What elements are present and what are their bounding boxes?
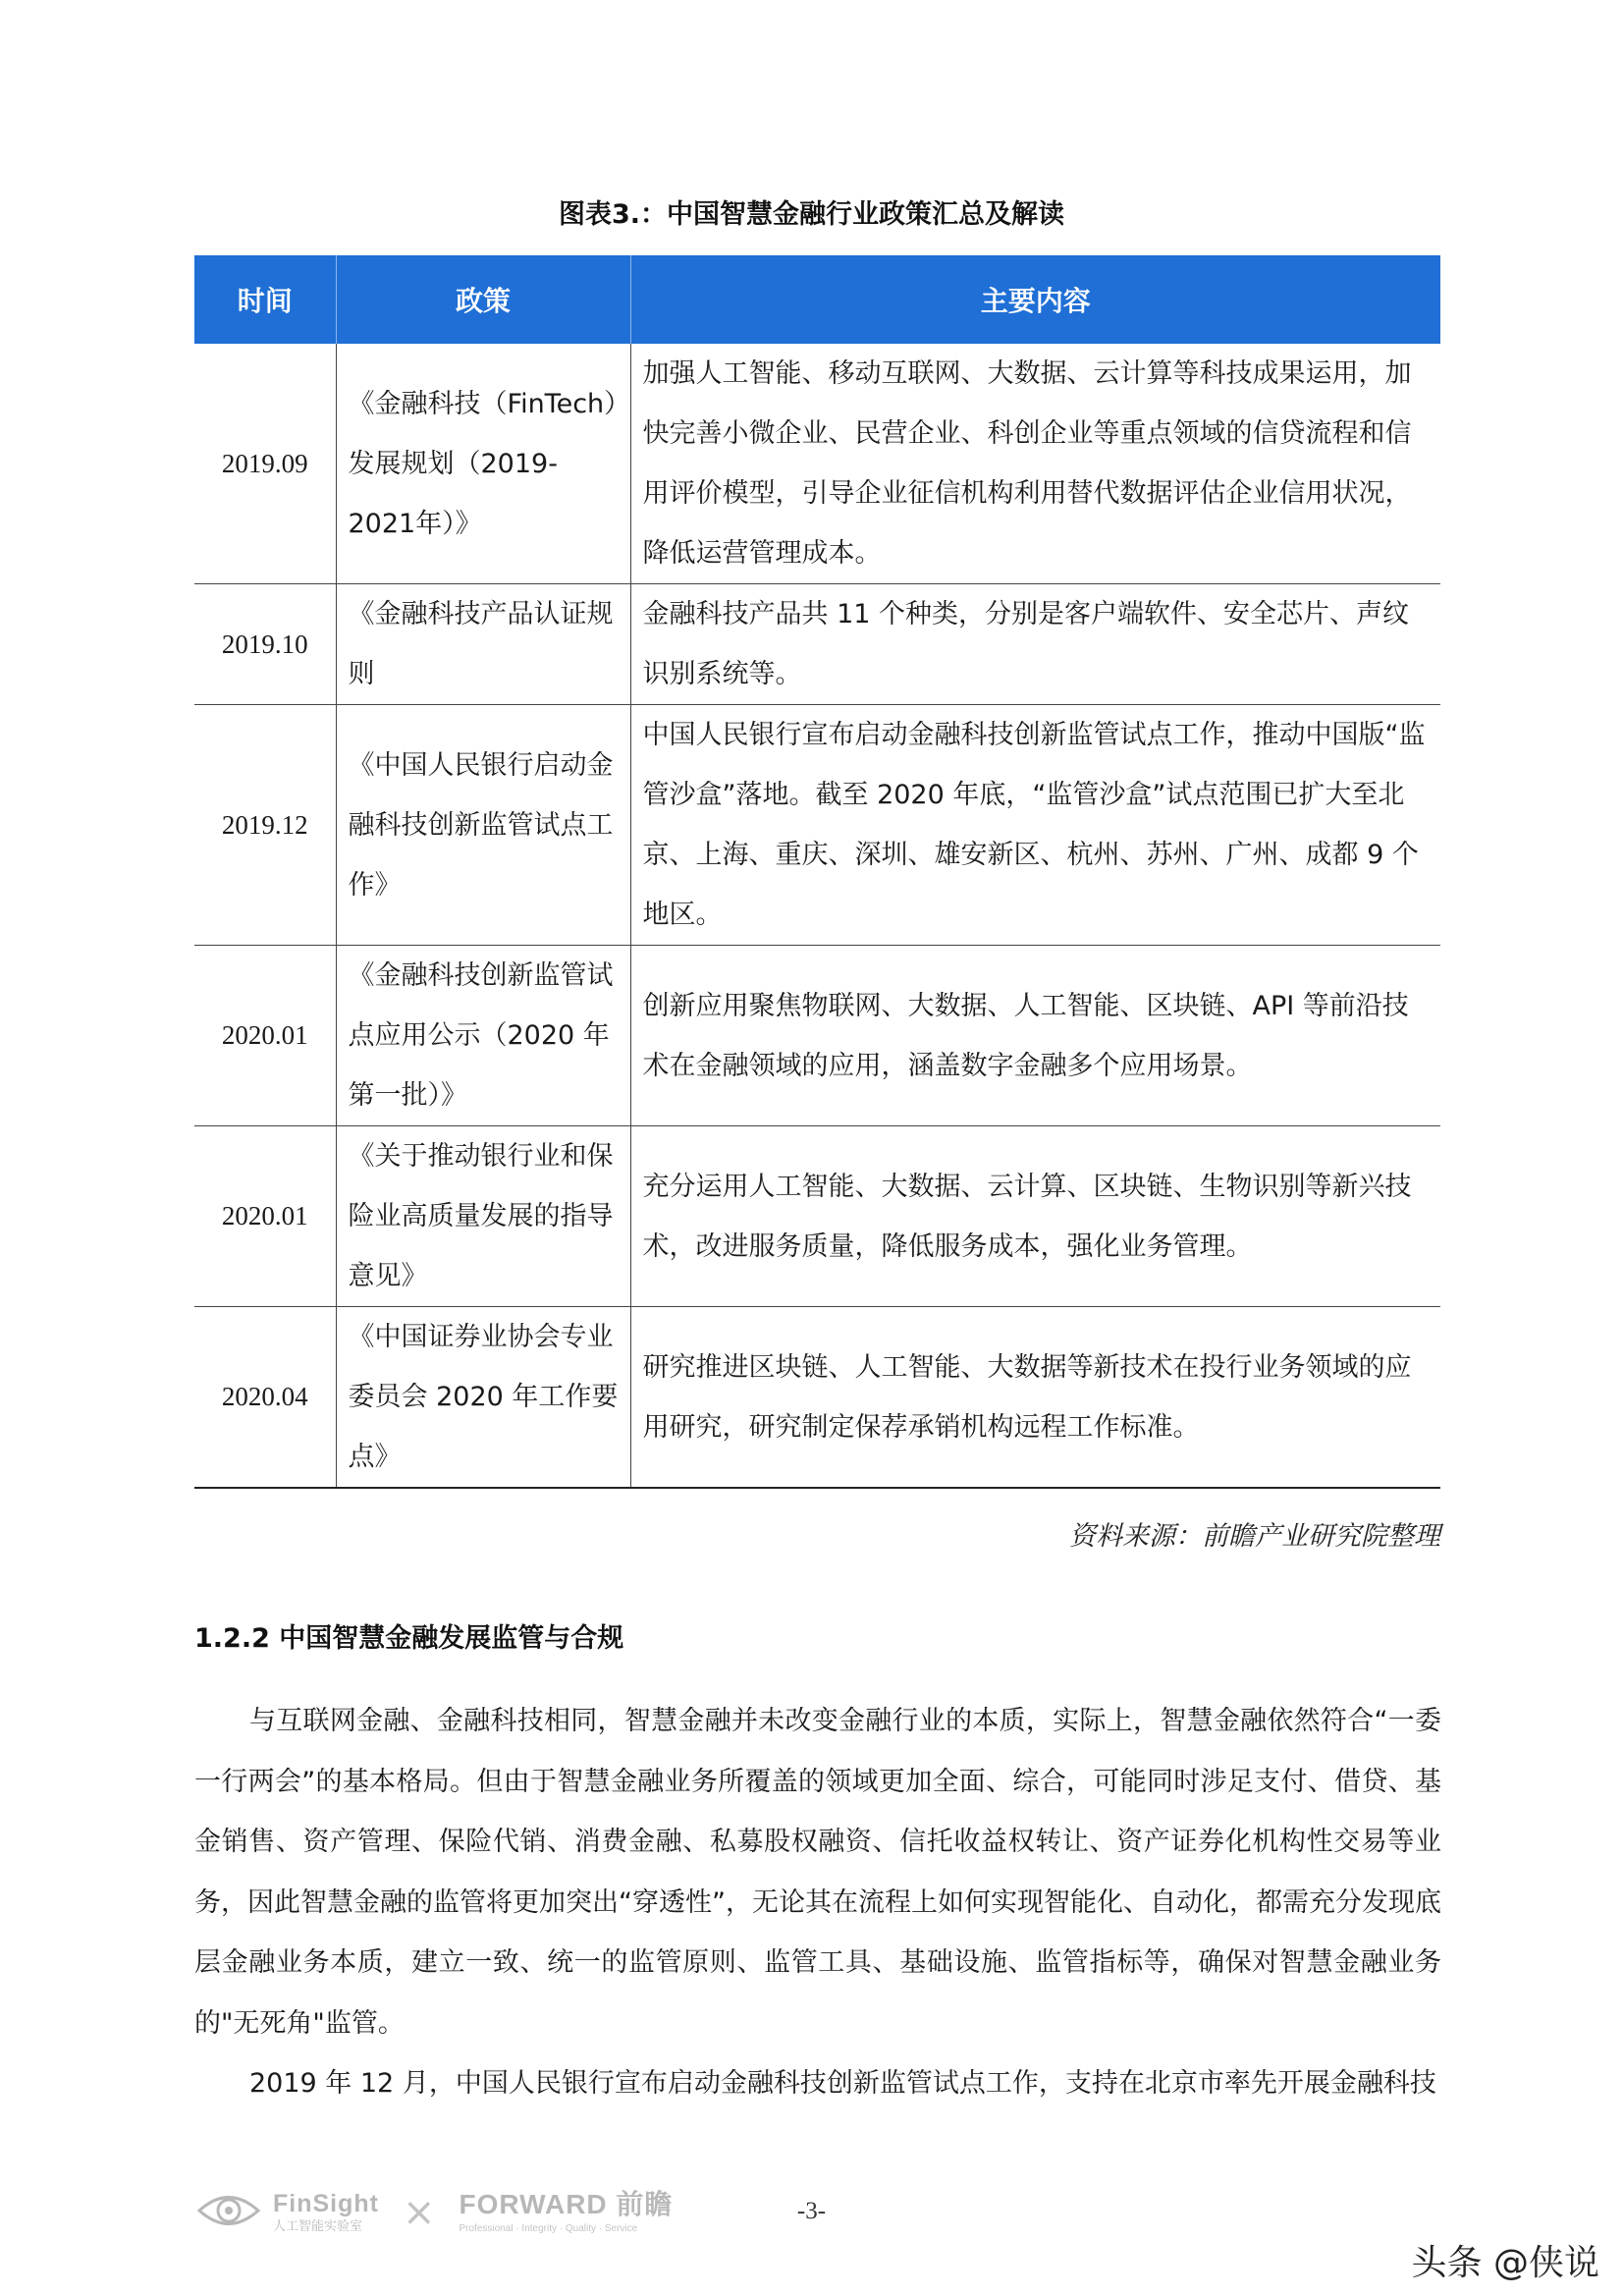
row-date: 2019.10 <box>194 584 336 705</box>
forward-name: FORWARD 前瞻 <box>459 2189 674 2219</box>
row-content: 充分运用人工智能、大数据、云计算、区块链、生物识别等新兴技术，改进服务质量，降低服务成本，强化业务管理。 <box>630 1126 1440 1307</box>
row-content: 创新应用聚焦物联网、大数据、人工智能、区块链、API 等前沿技术在金融领域的应用，涵盖数字金融多个应用场景。 <box>630 946 1440 1126</box>
body-paragraph: 2019 年 12 月，中国人民银行宣布启动金融科技创新监管试点工作，支持在北京市率先开展金融科技 <box>249 2068 1436 2099</box>
table-row <box>194 344 1440 584</box>
table-row <box>194 584 1440 705</box>
row-policy: 《金融科技（FinTech）发展规划（2019-2021年）》 <box>336 344 630 584</box>
finsight-subtitle: 人工智能实验室 <box>273 2219 363 2234</box>
policy-table <box>194 255 1440 1489</box>
section-heading: 1.2.2 中国智慧金融发展监管与合规 <box>194 1623 624 1654</box>
row-policy: 《关于推动银行业和保险业高质量发展的指导意见》 <box>336 1126 630 1307</box>
row-content: 金融科技产品共 11 个种类，分别是客户端软件、安全芯片、声纹识别系统等。 <box>630 584 1440 705</box>
figure-caption: 图表3.：中国智慧金融行业政策汇总及解读 <box>558 199 1065 230</box>
column-header-policy: 政策 <box>336 255 630 344</box>
column-header-date: 时间 <box>194 255 336 344</box>
row-date: 2019.12 <box>194 705 336 946</box>
page-number: -3- <box>796 2198 827 2224</box>
table-header <box>194 255 1440 344</box>
watermark: 头条 @侠说 <box>1411 2243 1599 2283</box>
row-policy: 《金融科技产品认证规则 <box>336 584 630 705</box>
row-content: 加强人工智能、移动互联网、大数据、云计算等科技成果运用，加快完善小微企业、民营企业、科创企业等重点领域的信贷流程和信用评价模型，引导企业征信机构利用替代数据评估企业信用状况，降低运营管理成本。 <box>630 344 1440 584</box>
row-content: 中国人民银行宣布启动金融科技创新监管试点工作，推动中国版“监管沙盒”落地。截至 2020 年底，“监管沙盒”试点范围已扩大至北京、上海、重庆、深圳、雄安新区、杭州、苏州、广州、成都 9 个地区。 <box>630 705 1440 946</box>
body-paragraph: 与互联网金融、金融科技相同，智慧金融并未改变金融行业的本质，实际上，智慧金融依然符合“一委一行两会”的基本格局。但由于智慧金融业务所覆盖的领域更加全面、综合，可能同时涉足支付、借贷、基金销售、资产管理、保险代销、消费金融、私募股权融资、信托收益权转让、资产证券化机构性交易等业务，因此智慧金融的监管将更加突出“穿透性”，无论其在流程上如何实现智能化、自动化，都需充分发现底层金融业务本质，建立一致、统一的监管原则、监管工具、基础设施、监管指标等，确保对智慧金融业务的"无死角"监管。 <box>194 1706 1441 2039</box>
row-date: 2020.04 <box>194 1307 336 1489</box>
table-row <box>194 1307 1440 1489</box>
forward-subtitle: Professional · Integrity · Quality · Service <box>459 2223 638 2234</box>
row-policy: 《金融科技创新监管试点应用公示（2020 年第一批）》 <box>336 946 630 1126</box>
table-header-row <box>194 255 1440 344</box>
cross-divider: × <box>402 2190 436 2235</box>
source-note: 资料来源：前瞻产业研究院整理 <box>1069 1521 1440 1552</box>
row-date: 2020.01 <box>194 946 336 1126</box>
finsight-name: FinSight <box>273 2190 379 2217</box>
table-row <box>194 946 1440 1126</box>
row-policy: 《中国证券业协会专业委员会 2020 年工作要点》 <box>336 1307 630 1489</box>
row-date: 2019.09 <box>194 344 336 584</box>
table-row <box>194 1126 1440 1307</box>
column-header-content: 主要内容 <box>630 255 1440 344</box>
row-content: 研究推进区块链、人工智能、大数据等新技术在投行业务领域的应用研究，研究制定保荐承销机构远程工作标准。 <box>630 1307 1440 1489</box>
table-row <box>194 705 1440 946</box>
row-policy: 《中国人民银行启动金融科技创新监管试点工作》 <box>336 705 630 946</box>
row-date: 2020.01 <box>194 1126 336 1307</box>
